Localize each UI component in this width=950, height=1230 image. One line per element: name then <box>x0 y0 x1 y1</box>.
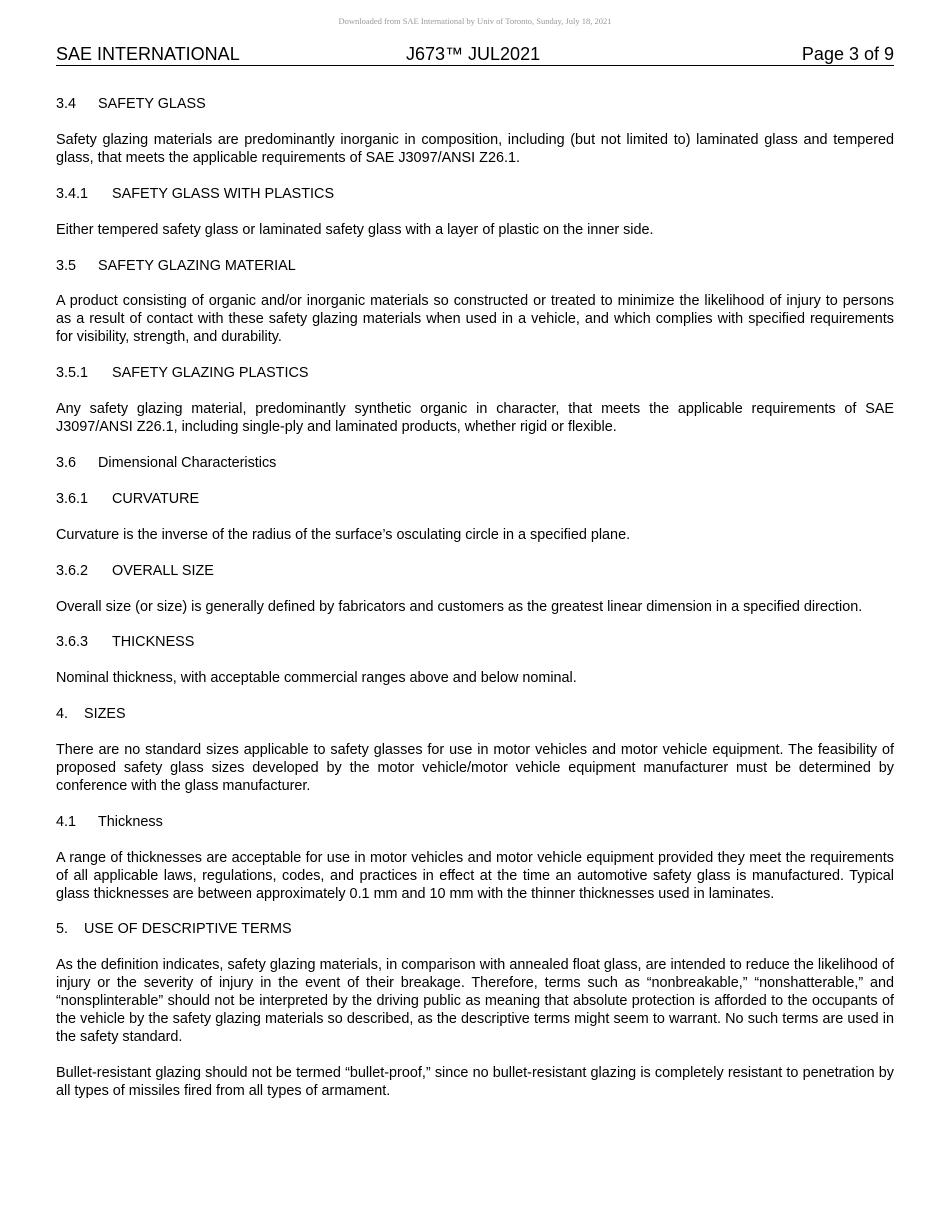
section-paragraph: Overall size (or size) is generally defined by fabricators and customers as the greatest linear dimension in a specified direction. <box>56 598 863 615</box>
section-paragraph: A product consisting of organic and/or inorganic materials so constructed or treated to minimize the likelihood of injury to persons as a result of contact with these safety glazing materials when used in a vehicle, and which complies with specified requirements for visibility, strength, and durability. <box>56 293 894 346</box>
section-heading <box>56 706 894 724</box>
section-number: 3.5.1 <box>56 365 89 382</box>
section-paragraph: Curvature is the inverse of the radius of the surface’s osculating circle in a specified plane. <box>56 526 631 543</box>
section-paragraph: Bullet-resistant glazing should not be termed “bullet-proof,” since no bullet-resistant glazing is completely resistant to penetration by all types of missiles fired from all types of armament. <box>56 1064 894 1099</box>
header-page-number: Page 3 of 9 <box>801 44 894 64</box>
section-heading <box>56 186 894 204</box>
header-organization: SAE INTERNATIONAL <box>56 44 240 64</box>
section-number: 4.1 <box>56 813 77 830</box>
download-watermark: Downloaded from SAE International by Univ of Toronto, Sunday, July 18, 2021 <box>338 16 612 26</box>
section-heading <box>56 814 894 832</box>
section-number: 5. <box>56 921 69 938</box>
section-paragraph: There are no standard sizes applicable to safety glasses for use in motor vehicles and motor vehicle equipment. The feasibility of proposed safety glass sizes developed by the motor vehicle/motor vehicle equipment manufacturer must be determined by conference with the glass manufacturer. <box>56 742 894 794</box>
section-heading <box>56 921 894 939</box>
section-title: SAFETY GLAZING MATERIAL <box>98 257 296 274</box>
section-heading <box>56 563 894 581</box>
section-number: 3.6.2 <box>56 562 89 579</box>
header-document-id: J673™ JUL2021 <box>406 44 541 64</box>
section-number: 3.5 <box>56 257 77 274</box>
document-body <box>56 96 894 1119</box>
section-title: USE OF DESCRIPTIVE TERMS <box>84 921 292 938</box>
section-paragraph: Any safety glazing material, predominantly synthetic organic in character, that meets the applicable requirements of SAE J3097/ANSI Z26.1, including single-ply and laminated products, whether rigid or flexible. <box>56 401 894 435</box>
section-paragraph: A range of thicknesses are acceptable for use in motor vehicles and motor vehicle equipment provided they meet the requirements of all applicable laws, regulations, codes, and practices in effect at the time an automotive safety glass is manufactured. Typical glass thicknesses are between approximately 0.1 mm and 10 mm with the thinner thicknesses used in laminates. <box>56 849 894 902</box>
section-number: 3.6.3 <box>56 634 89 651</box>
section-heading <box>56 96 894 114</box>
section-number: 3.6.1 <box>56 490 89 507</box>
section-title: SIZES <box>84 706 126 723</box>
section-title: CURVATURE <box>112 490 200 507</box>
section-heading <box>56 258 894 276</box>
section-number: 4. <box>56 706 69 723</box>
section-number: 3.4 <box>56 96 77 112</box>
section-title: SAFETY GLASS <box>98 96 206 112</box>
section-number: 3.6 <box>56 454 77 471</box>
section-heading <box>56 455 894 473</box>
section-heading <box>56 634 894 652</box>
section-title: Thickness <box>98 813 163 830</box>
section-heading <box>56 491 894 509</box>
section-heading <box>56 365 894 383</box>
section-paragraph: Safety glazing materials are predominantly inorganic in composition, including (but not limited to) laminated glass and tempered glass, that meets the applicable requirements of SAE J3097/ANSI Z26.1. <box>56 131 894 166</box>
section-title: OVERALL SIZE <box>112 562 214 579</box>
section-title: Dimensional Characteristics <box>98 454 277 471</box>
section-number: 3.4.1 <box>56 185 89 202</box>
section-paragraph: Either tempered safety glass or laminated safety glass with a layer of plastic on the inner side. <box>56 221 654 238</box>
section-title: THICKNESS <box>112 634 195 651</box>
section-title: SAFETY GLASS WITH PLASTICS <box>112 185 335 202</box>
section-paragraph: Nominal thickness, with acceptable commercial ranges above and below nominal. <box>56 670 577 687</box>
section-paragraph: As the definition indicates, safety glazing materials, in comparison with annealed float glass, are intended to reduce the likelihood of injury or the severity of injury in the event of their breakage. Therefore, terms such as “nonbreakable,” “nonshatterable,” and “nonsplinterable” should not be interpreted by the driving public as meaning that absolute protection is afforded to the occupants of the vehicle by the safety glazing materials so described, as the descriptive terms might seem to warrant. No such terms are used in the safety standard. <box>56 957 894 1045</box>
page-header <box>56 43 894 66</box>
section-title: SAFETY GLAZING PLASTICS <box>112 365 309 382</box>
